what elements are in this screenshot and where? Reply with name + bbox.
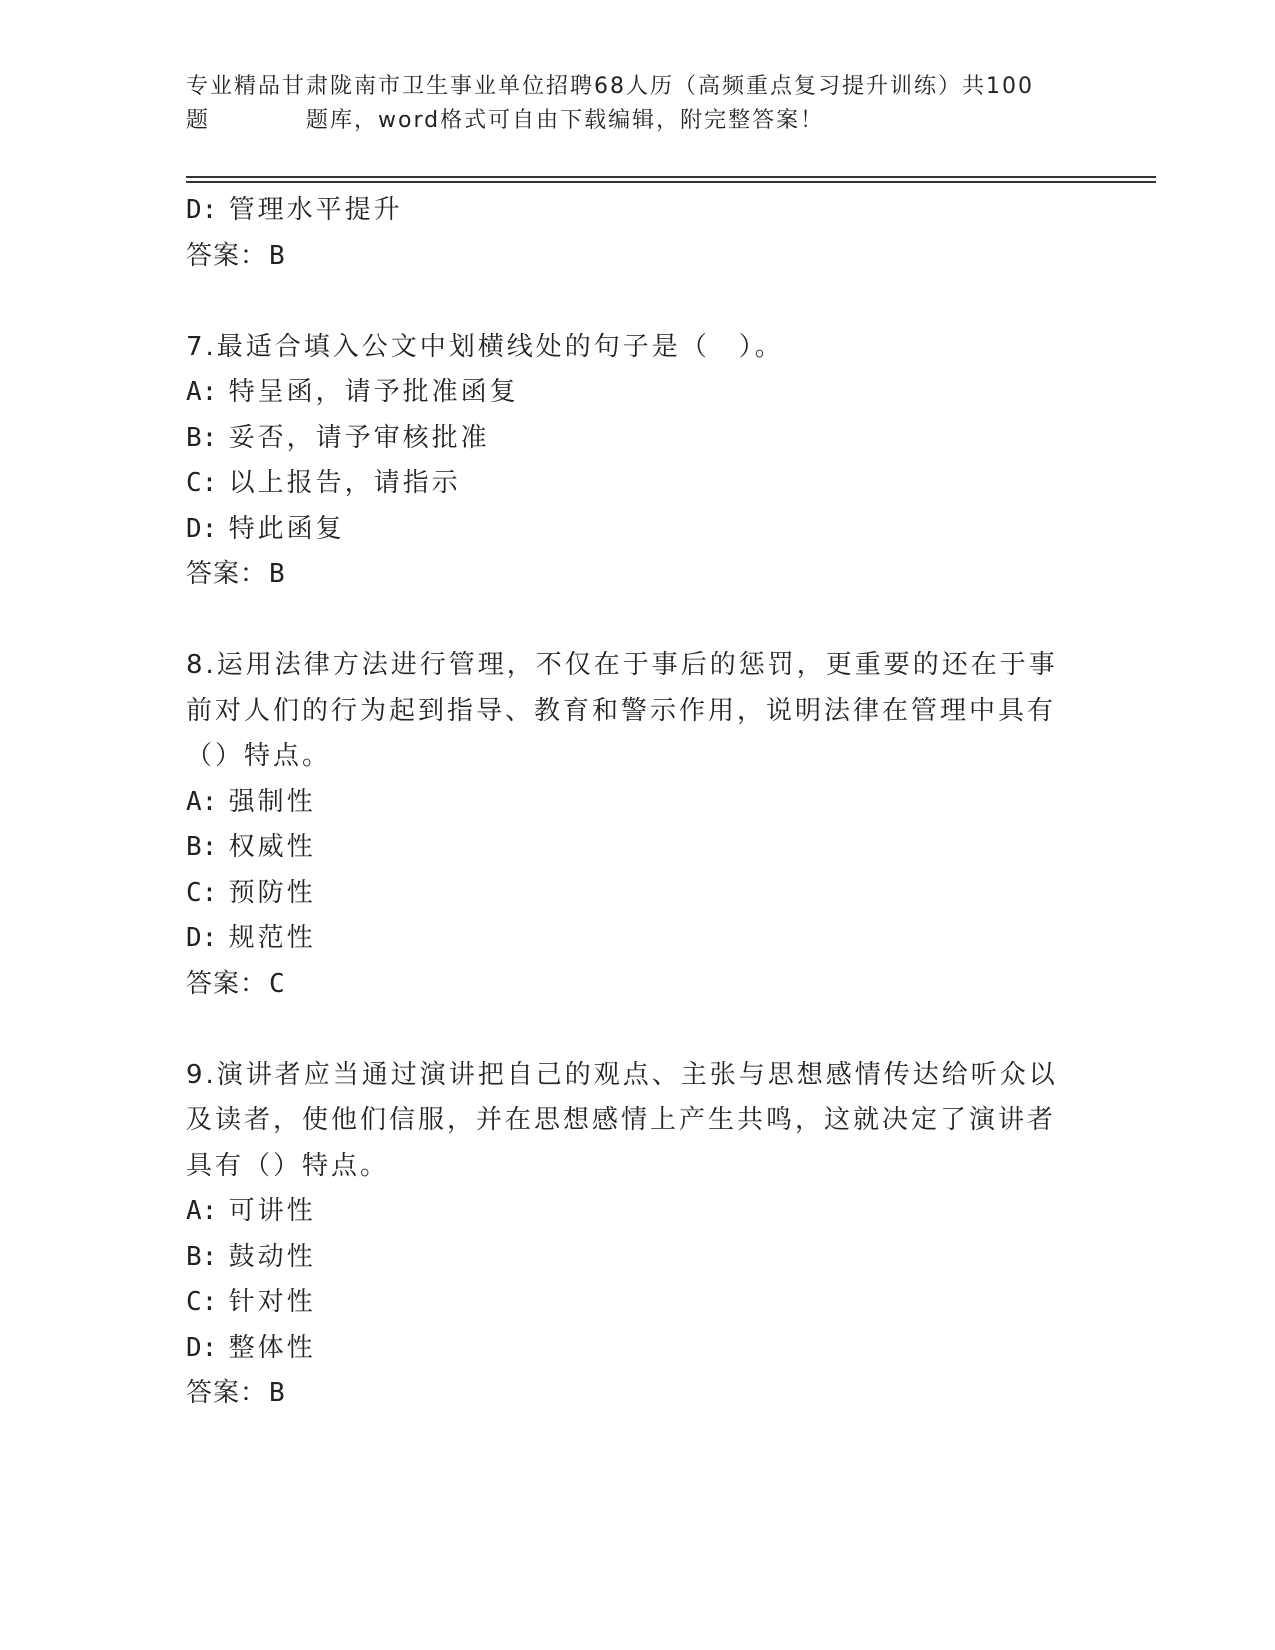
header-divider-top	[186, 176, 1156, 178]
question-8-option-c	[186, 871, 1066, 917]
option-key: B:	[186, 422, 218, 453]
option-key: A:	[186, 786, 218, 817]
option-text: 权威性	[228, 832, 316, 862]
option-text: 强制性	[228, 786, 316, 817]
question-7-text: 7.最适合填入公文中划横线处的句子是（ ）。	[186, 331, 784, 362]
question-7-option-b	[186, 416, 1066, 462]
option-key: D:	[186, 923, 218, 953]
option-text: 以上报告，请指示	[228, 468, 461, 498]
question-8-text: 8.运用法律方法进行管理，不仅在于事后的惩罚，更重要的还在于事前对人们的行为起到指导、教育和警示作用，说明法律在管理中具有（）特点。	[186, 650, 1058, 771]
option-d	[186, 188, 1066, 234]
answer-value: C	[269, 968, 286, 999]
option-key: B:	[186, 832, 218, 862]
header-title-line1: 专业精品甘肃陇南市卫生事业单位招聘68人历（高频重点复习提升训练）共100	[186, 74, 1034, 99]
question-8-option-b	[186, 825, 1066, 871]
question-7-option-c	[186, 461, 1066, 507]
option-key: C:	[186, 1287, 218, 1317]
question-8-option-d	[186, 916, 1066, 962]
option-text: 可讲性	[228, 1196, 316, 1226]
option-key: D:	[186, 195, 218, 225]
question-9-answer	[186, 1371, 1066, 1417]
option-key: C:	[186, 468, 218, 498]
answer-value: B	[269, 240, 286, 271]
option-text: 鼓动性	[228, 1241, 316, 1272]
answer-value: B	[269, 559, 286, 589]
option-key: A:	[186, 1196, 218, 1226]
answer-line	[186, 234, 1066, 280]
question-7-answer	[186, 552, 1066, 598]
question-7-option-a	[186, 370, 1066, 416]
question-9-option-d	[186, 1326, 1066, 1372]
header-title-line2	[186, 104, 1086, 138]
question-9-text: 9.演讲者应当通过演讲把自己的观点、主张与思想感情传达给听众以及读者，使他们信服，并在思想感情上产生共鸣，这就决定了演讲者具有（）特点。	[186, 1059, 1058, 1181]
answer-value: B	[269, 1378, 286, 1408]
question-9-option-c	[186, 1280, 1066, 1326]
option-key: B:	[186, 1241, 218, 1272]
option-text: 特此函复	[228, 513, 345, 544]
option-text: 整体性	[228, 1332, 316, 1363]
answer-label: 答案：	[186, 968, 268, 999]
question-9-option-b	[186, 1235, 1066, 1281]
header-line2-start: 题	[186, 108, 211, 133]
option-text: 针对性	[228, 1287, 316, 1317]
answer-label: 答案：	[186, 1378, 268, 1408]
option-text: 特呈函，请予批准函复	[228, 377, 519, 407]
question-8-option-a	[186, 780, 1066, 826]
answer-label: 答案：	[186, 559, 268, 589]
option-key: D:	[186, 1332, 218, 1363]
header-line2-rest: 题库，word格式可自由下载编辑，附完整答案！	[306, 108, 825, 133]
option-text: 预防性	[228, 877, 316, 908]
option-key: C:	[186, 877, 218, 908]
question-content	[186, 188, 1066, 1417]
header-divider-bottom	[186, 181, 1156, 183]
option-key: D:	[186, 513, 218, 544]
option-text: 管理水平提升	[228, 195, 403, 225]
question-9-option-a	[186, 1189, 1066, 1235]
answer-label: 答案：	[186, 240, 268, 271]
question-7-option-d	[186, 507, 1066, 553]
option-key: A:	[186, 377, 218, 407]
question-8-answer	[186, 962, 1066, 1008]
option-text: 妥否，请予审核批准	[228, 422, 490, 453]
page-header	[186, 70, 1086, 138]
option-text: 规范性	[228, 923, 316, 953]
